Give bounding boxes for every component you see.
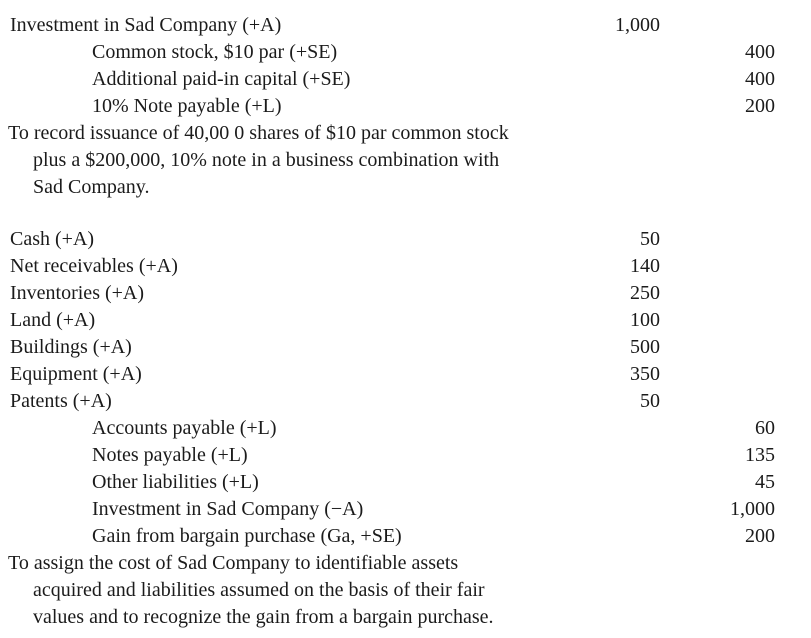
account-name: Equipment (+A)	[10, 363, 142, 385]
account-name: Investment in Sad Company (+A)	[10, 14, 282, 36]
journal-line	[0, 66, 811, 93]
account-name: Notes payable (+L)	[92, 444, 248, 466]
journal-line	[0, 442, 811, 469]
account-name: Net receivables (+A)	[10, 255, 178, 277]
journal-line	[0, 361, 811, 388]
journal-line	[0, 415, 811, 442]
debit-amount: 350	[630, 363, 660, 385]
journal-line	[0, 253, 811, 280]
journal-line	[0, 93, 811, 120]
account-name: 10% Note payable (+L)	[92, 95, 282, 117]
credit-amount: 400	[745, 41, 775, 63]
journal-line	[0, 388, 811, 415]
account-name: Patents (+A)	[10, 390, 112, 412]
entry-explanation-line: plus a $200,000, 10% note in a business combination with	[33, 149, 500, 171]
journal-line	[0, 39, 811, 66]
account-name: Other liabilities (+L)	[92, 471, 259, 493]
journal-line	[0, 496, 811, 523]
account-name: Buildings (+A)	[10, 336, 132, 358]
credit-amount: 60	[755, 417, 775, 439]
entry-explanation-line: acquired and liabilities assumed on the basis of their fair	[33, 579, 485, 601]
debit-amount: 100	[630, 309, 660, 331]
debit-amount: 140	[630, 255, 660, 277]
credit-amount: 1,000	[730, 498, 775, 520]
journal-line	[0, 307, 811, 334]
credit-amount: 200	[745, 95, 775, 117]
entry-explanation-line: values and to recognize the gain from a bargain purchase.	[33, 606, 494, 628]
journal-line	[0, 12, 811, 39]
credit-amount: 135	[745, 444, 775, 466]
entry-explanation-line: To assign the cost of Sad Company to identifiable assets	[8, 552, 459, 574]
account-name: Accounts payable (+L)	[92, 417, 277, 439]
journal-line	[0, 469, 811, 496]
account-name: Land (+A)	[10, 309, 96, 331]
debit-amount: 50	[640, 390, 660, 412]
account-name: Investment in Sad Company (−A)	[92, 498, 364, 520]
account-name: Common stock, $10 par (+SE)	[92, 41, 338, 63]
journal-line	[0, 523, 811, 550]
journal-line	[0, 334, 811, 361]
account-name: Additional paid-in capital (+SE)	[92, 68, 351, 90]
journal-line	[0, 226, 811, 253]
debit-amount: 250	[630, 282, 660, 304]
debit-amount: 500	[630, 336, 660, 358]
account-name: Inventories (+A)	[10, 282, 145, 304]
credit-amount: 45	[755, 471, 775, 493]
debit-amount: 1,000	[615, 14, 660, 36]
account-name: Cash (+A)	[10, 228, 95, 250]
credit-amount: 200	[745, 525, 775, 547]
journal-line	[0, 280, 811, 307]
account-name: Gain from bargain purchase (Ga, +SE)	[92, 525, 402, 547]
journal-entry-1	[0, 12, 811, 201]
entry-explanation-line: Sad Company.	[33, 176, 150, 198]
entry-explanation-line: To record issuance of 40,00 0 shares of $10 par common stock	[8, 122, 509, 144]
debit-amount: 50	[640, 228, 660, 250]
credit-amount: 400	[745, 68, 775, 90]
journal-entry-2	[0, 226, 811, 631]
